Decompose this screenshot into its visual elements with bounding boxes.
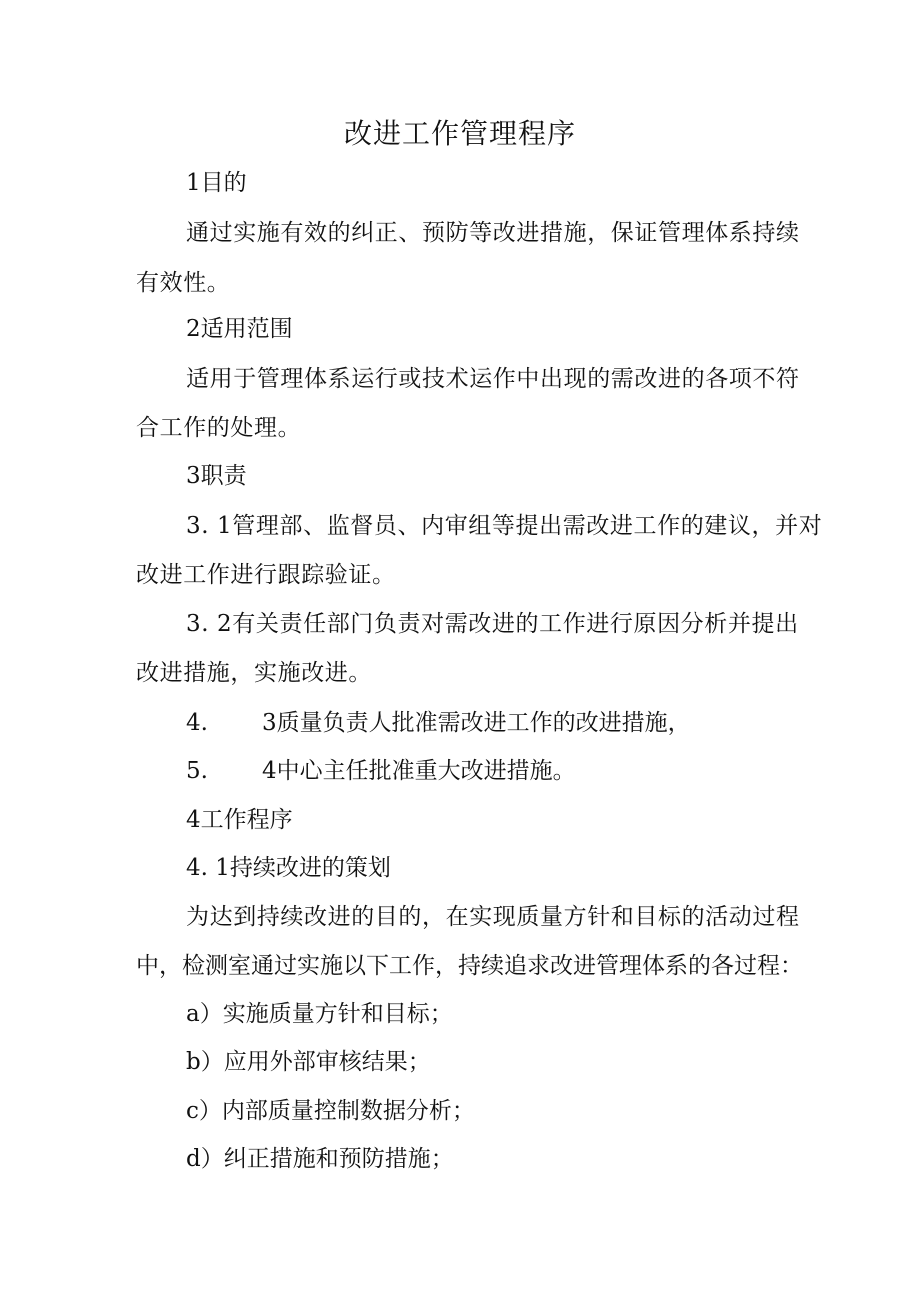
list-item-a: a）实施质量方针和目标； (186, 1001, 453, 1027)
section-1-paragraph-line-1: 通过实施有效的纠正、预防等改进措施，保证管理体系持续 (186, 220, 800, 246)
section-3-heading: 3职责 (186, 463, 247, 489)
section-3-1-line-2: 改进工作进行跟踪验证。 (136, 562, 396, 588)
section-2-paragraph-line-1: 适用于管理体系运行或技术运作中出现的需改进的各项不符 (186, 366, 800, 392)
list-item-5-text: 4中心主任批准重大改进措施。 (262, 758, 576, 784)
section-1-heading: 1目的 (186, 170, 247, 196)
list-item-4-number: 4. (186, 710, 208, 736)
list-item-b: b）应用外部审核结果； (186, 1049, 431, 1075)
section-2-heading: 2适用范围 (186, 316, 293, 342)
section-4-1-paragraph-line-1: 为达到持续改进的目的，在实现质量方针和目标的活动过程 (186, 904, 800, 930)
list-item-c: c）内部质量控制数据分析； (186, 1098, 475, 1124)
section-3-2-line-2: 改进措施，实施改进。 (136, 660, 372, 686)
section-3-1-line-1: 3. 1管理部、监督员、内审组等提出需改进工作的建议，并对 (186, 513, 823, 539)
list-item-4-text: 3质量负责人批准需改进工作的改进措施， (262, 710, 691, 736)
list-item-d: d）纠正措施和预防措施； (186, 1146, 454, 1172)
section-4-1-heading: 4. 1持续改进的策划 (186, 855, 391, 881)
list-item-4 (186, 705, 691, 741)
section-3-2-line-1: 3. 2有关责任部门负责对需改进的工作进行原因分析并提出 (186, 611, 799, 637)
list-item-5-number: 5. (186, 758, 208, 784)
section-4-heading: 4工作程序 (186, 807, 293, 833)
section-1-paragraph-line-2: 有效性。 (136, 270, 231, 296)
document-title: 改进工作管理程序 (343, 117, 576, 150)
section-4-1-paragraph-line-2: 中，检测室通过实施以下工作，持续追求改进管理体系的各过程： (136, 953, 803, 979)
section-2-paragraph-line-2: 合工作的处理。 (136, 415, 302, 441)
list-item-5 (186, 753, 576, 789)
